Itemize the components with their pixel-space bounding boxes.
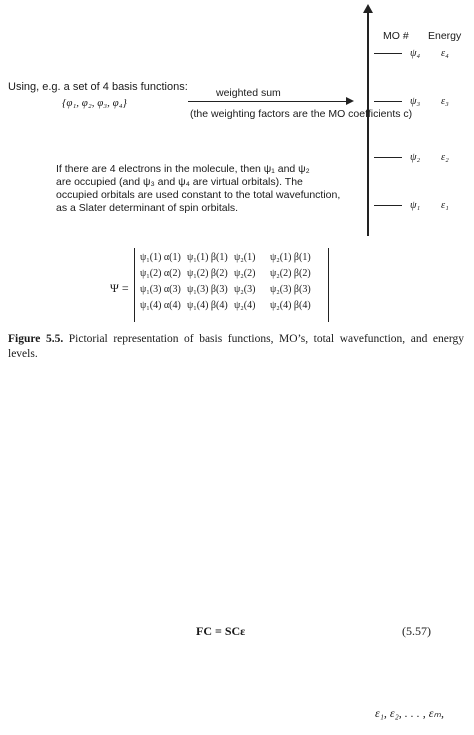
determinant-row-1 [140,252,317,263]
figure-caption-text: Pictorial representation of basis functions, MO’s, total wavefunction, and energy levels. [8,333,464,360]
det-cell: ψ₂(4) β(4) [270,300,311,311]
det-cell: ψ₁(4) β(4) [187,300,228,311]
basis-set: {φ₁, φ₂, φ₃, φ₄} [62,97,127,109]
det-cell: ψ₁(1) α(1) [140,252,181,263]
determinant-right-bar [328,248,329,322]
weighted-sum-arrow [188,101,348,102]
equation-body: FC = SCε [196,624,246,638]
weighting-note: (the weighting factors are the MO coefficients c) [190,108,413,120]
level-3-energy: ε₃ [441,96,449,107]
det-cell: ψ₂(2) [234,268,256,279]
level-3-mo: ψ₃ [410,96,421,107]
det-cell: ψ₂(1) β(1) [270,252,311,263]
equation-number: (5.57) [402,624,431,638]
weighted-sum-arrowhead [346,97,354,105]
level-1-line [374,205,402,206]
determinant-row-2 [140,268,317,279]
level-1-mo: ψ₁ [410,200,421,211]
det-cell: ψ₁(2) β(2) [187,268,228,279]
det-cell: ψ₁(2) α(2) [140,268,181,279]
epsilon-list: ε₁, ε₂, . . . , εₘ, [375,706,445,720]
level-4-energy: ε₄ [441,48,449,59]
psi-label: Ψ = [110,281,129,295]
det-cell: ψ₁(3) β(3) [187,284,228,295]
level-4-mo: ψ₄ [410,48,421,59]
electrons-text-line-2: are occupied (and ψ₃ and ψ₄ are virtual orbitals). The [56,176,303,188]
energy-header: Energy [428,30,462,42]
determinant-left-bar [134,248,135,322]
level-2-line [374,157,402,158]
electrons-text-line-1: If there are 4 electrons in the molecule, then ψ₁ and ψ₂ [56,163,310,175]
level-4-line [374,53,402,54]
mo-header: MO # [383,30,409,42]
determinant-row-4 [140,300,317,311]
det-cell: ψ₁(3) α(3) [140,284,181,295]
level-1-energy: ε₁ [441,200,449,211]
figure-caption [8,332,464,362]
det-cell: ψ₂(3) [234,284,256,295]
basis-intro: Using, e.g. a set of 4 basis functions: [8,81,188,93]
det-cell: ψ₁(4) α(4) [140,300,181,311]
level-2-mo: ψ₂ [410,152,421,163]
figure-label: Figure 5.5. [8,333,64,345]
level-2-energy: ε₂ [441,152,449,163]
electrons-text-line-3: occupied orbitals are used constant to the total wavefunction, [56,189,341,201]
weighted-sum-label: weighted sum [216,87,281,99]
det-cell: ψ₂(1) [234,252,256,263]
det-cell: ψ₂(2) β(2) [270,268,311,279]
det-cell: ψ₂(3) β(3) [270,284,311,295]
determinant-row-3 [140,284,317,295]
det-cell: ψ₁(1) β(1) [187,252,228,263]
energy-axis [367,8,369,236]
level-3-line [374,101,402,102]
det-cell: ψ₂(4) [234,300,256,311]
electrons-text-line-4: as a Slater determinant of spin orbitals. [56,202,239,214]
